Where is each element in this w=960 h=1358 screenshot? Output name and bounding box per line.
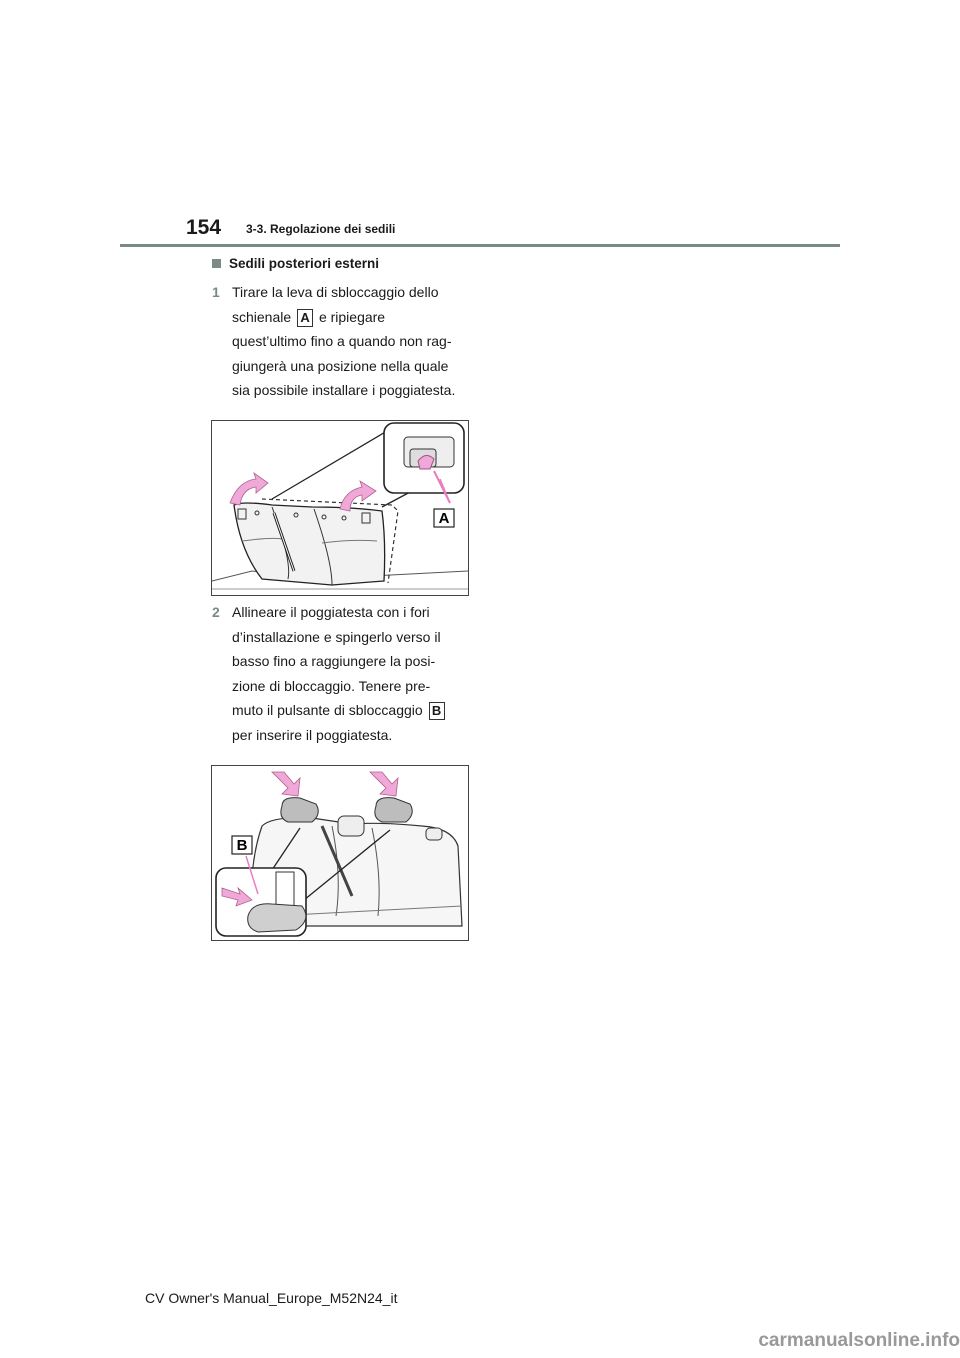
step-line xyxy=(232,305,455,330)
step-line xyxy=(232,698,447,723)
step-line: quest’ultimo fino a quando non rag- xyxy=(232,333,452,349)
heading-text: Sedili posteriori esterni xyxy=(229,256,380,271)
figure-callout-b: B xyxy=(236,837,248,854)
header-rule xyxy=(120,244,840,247)
step-text: schienale xyxy=(232,308,292,325)
step-line: Tirare la leva di sbloccaggio dello xyxy=(232,284,439,300)
watermark: carmanualsonline.info xyxy=(758,1330,960,1351)
step-line: per inserire il poggiatesta. xyxy=(232,726,393,743)
step-line: sia possibile installare i poggiatesta. xyxy=(232,382,456,398)
step-line: d’installazione e spingerlo verso il xyxy=(232,628,441,645)
step-line: basso fino a raggiungere la posi- xyxy=(232,653,436,669)
seat-fold-illustration xyxy=(212,421,468,595)
step-line: Allineare il poggiatesta con i fori xyxy=(232,604,430,620)
figure-install-headrest xyxy=(211,765,469,941)
section-title: 3-3. Regolazione dei sedili xyxy=(246,222,396,236)
step-number: 1 xyxy=(212,284,220,300)
step-text: e ripiegare xyxy=(318,308,386,325)
footer-manual-id: CV Owner's Manual_Europe_M52N24_it xyxy=(145,1290,398,1306)
headrest-install-illustration xyxy=(212,766,468,940)
page-number: 154 xyxy=(186,216,222,239)
square-bullet-icon xyxy=(212,259,221,268)
step-text: muto il pulsante di sbloccaggio xyxy=(232,702,423,718)
callout-b: B xyxy=(429,702,445,720)
step-2 xyxy=(212,600,447,747)
step-1 xyxy=(212,280,456,403)
figure-callout-a: A xyxy=(438,510,450,527)
step-number: 2 xyxy=(212,604,220,620)
subsection-heading xyxy=(212,256,379,271)
callout-a: A xyxy=(297,309,313,327)
figure-fold-seatback xyxy=(211,420,469,596)
step-line: zione di bloccaggio. Tenere pre- xyxy=(232,677,431,694)
step-line: giungerà una posizione nella quale xyxy=(232,357,449,374)
